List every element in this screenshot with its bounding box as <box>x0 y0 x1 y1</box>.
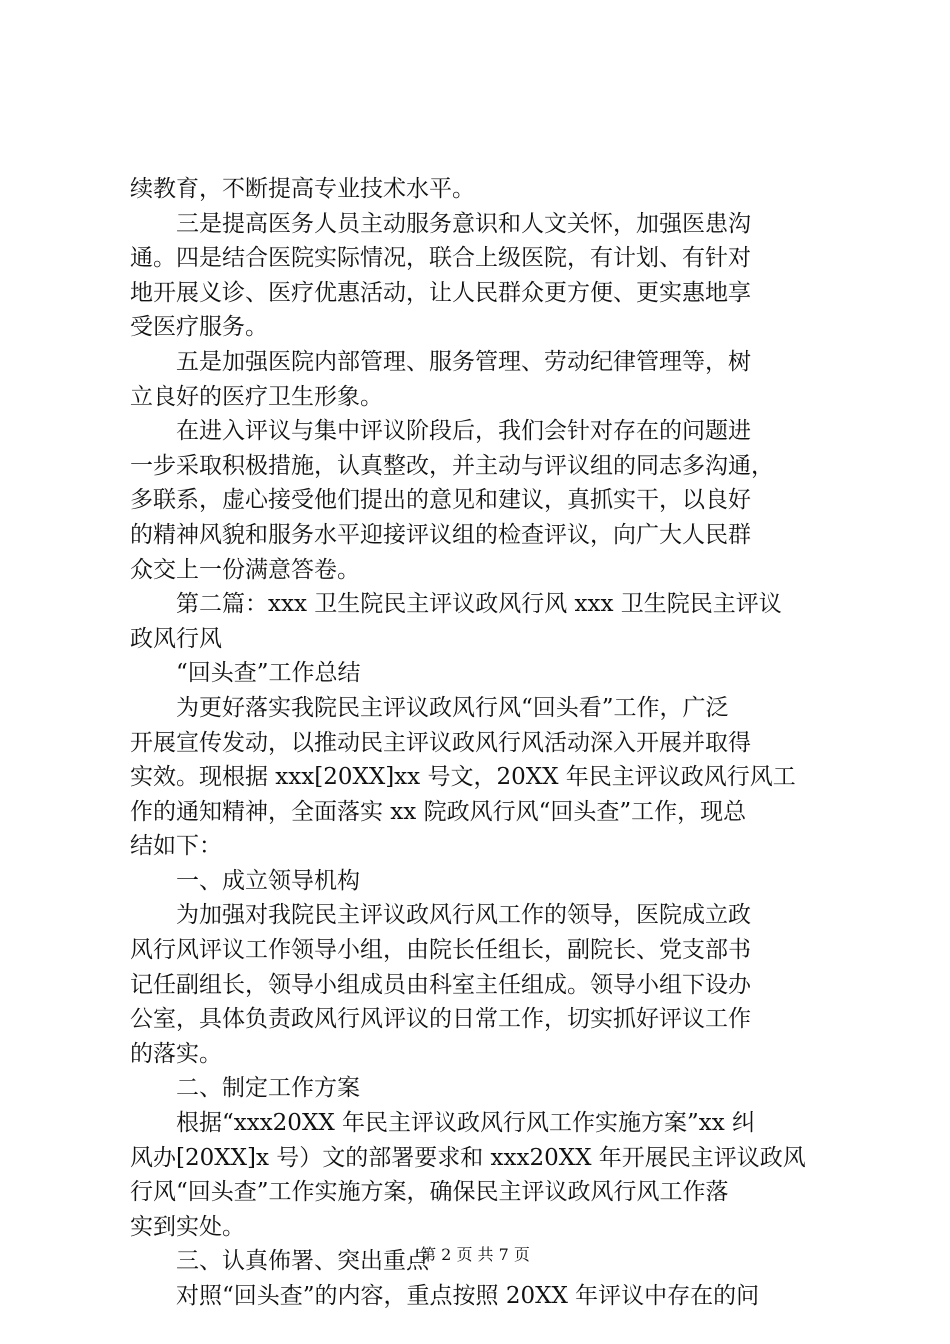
text-line: 立良好的医疗卫生形象。 <box>130 383 383 410</box>
section-heading-line: “回头查”工作总结 <box>130 660 361 687</box>
subheading-line: 三、认真佈署、突出重点 <box>130 1248 429 1275</box>
text-line: 风办[20XX]x 号）文的部署要求和 xxx20XX 年开展民主评议政风 <box>130 1144 806 1171</box>
text-line: 记任副组长，领导小组成员由科室主任组成。领导小组下设办 <box>130 971 751 998</box>
text-line: 结如下： <box>130 833 222 860</box>
text-line: 的精神风貌和服务水平迎接评议组的检查评议，向广大人民群 <box>130 521 751 548</box>
page-footer: 第 2 页 共 7 页 <box>420 1245 530 1264</box>
text-line: 风行风评议工作领导小组，由院长任组长，副院长、党支部书 <box>130 937 751 964</box>
text-line: 为更好落实我院民主评议政风行风“回头看”工作，广泛 <box>130 694 729 721</box>
text-line: 三是提高医务人员主动服务意识和人文关怀，加强医患沟 <box>130 210 751 237</box>
text-line: 地开展义诊、医疗优惠活动，让人民群众更方便、更实惠地享 <box>130 279 751 306</box>
text-line: 五是加强医院内部管理、服务管理、劳动纪律管理等，树 <box>130 348 751 375</box>
subheading-line: 二、制定工作方案 <box>130 1075 360 1102</box>
text-line: 实到实处。 <box>130 1213 245 1240</box>
text-line: 根据“xxx20XX 年民主评议政风行风工作实施方案”xx 纠 <box>130 1110 756 1137</box>
text-line: 受医疗服务。 <box>130 314 268 341</box>
subheading-line: 一、成立领导机构 <box>130 867 360 894</box>
text-line: 作的通知精神，全面落实 xx 院政风行风“回头查”工作，现总 <box>130 798 747 825</box>
section-heading-line: 第二篇：xxx 卫生院民主评议政风行风 xxx 卫生院民主评议 <box>130 591 782 618</box>
text-line: 开展宣传发动，以推动民主评议政风行风活动深入开展并取得 <box>130 729 751 756</box>
text-line: 一步采取积极措施，认真整改，并主动与评议组的同志多沟通， <box>130 452 774 479</box>
section-heading-line: 政风行风 <box>130 625 222 652</box>
text-line: 的落实。 <box>130 1040 222 1067</box>
text-line: 实效。现根据 xxx[20XX]xx 号文，20XX 年民主评议政风行风工 <box>130 764 796 791</box>
text-line: 对照“回头查”的内容，重点按照 20XX 年评议中存在的问 <box>130 1283 760 1309</box>
text-line: 公室，具体负责政风行风评议的日常工作，切实抓好评议工作 <box>130 1006 751 1033</box>
text-line: 为加强对我院民主评议政风行风工作的领导，医院成立政 <box>130 902 751 929</box>
text-line: 通。四是结合医院实际情况，联合上级医院，有计划、有针对 <box>130 245 751 272</box>
text-line: 行风“回头查”工作实施方案，确保民主评议政风行风工作落 <box>130 1179 729 1206</box>
text-line: 续教育，不断提高专业技术水平。 <box>130 176 475 202</box>
text-line: 众交上一份满意答卷。 <box>130 556 360 583</box>
text-line: 在进入评议与集中评议阶段后，我们会针对存在的问题进 <box>130 418 751 445</box>
document-body <box>130 172 832 1314</box>
text-line: 多联系，虚心接受他们提出的意见和建议，真抓实干，以良好 <box>130 487 751 514</box>
